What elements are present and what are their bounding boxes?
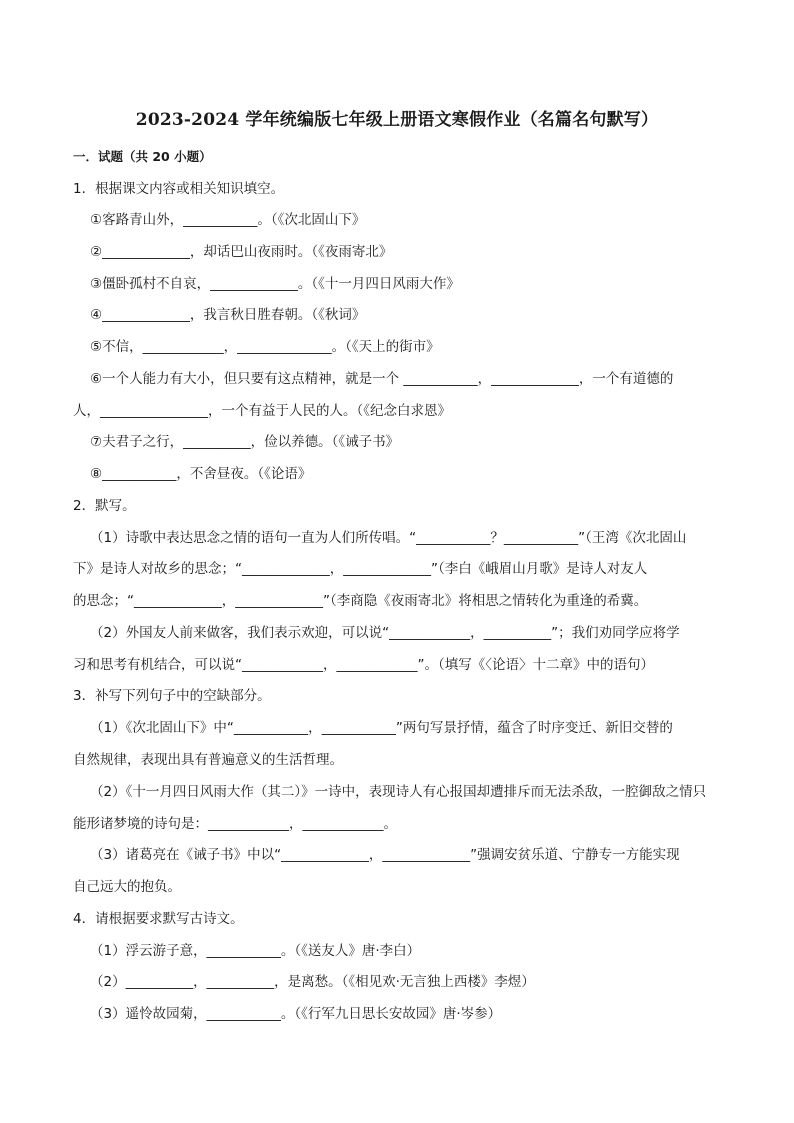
q4-part-2: （2）__________，__________，是离愁。（《相见欢·无言独上西楼》李煜） [90,974,535,990]
q3-part-2-cont: 能形诸梦境的诗句是：____________，____________。 [73,816,397,832]
question-4-prompt: 4．请根据要求默写古诗文。 [73,911,244,927]
q1-item-1: ①客路青山外，___________。（《次北固山下》 [90,212,366,228]
q1-item-3: ③僵卧孤村不自哀，_____________。（《十一月四日风雨大作》 [90,276,460,292]
q1-item-5: ⑤不信，____________，______________。（《天上的街市》 [90,339,440,355]
q1-item-6-cont: 人，________________，一个有益于人民的人。（《纪念白求恩》 [73,403,451,419]
q2-part-1-cont-2: 的思念；“_____________，_____________”（李商隐《夜雨寄北》将相思之情转化为重逢的希冀。 [73,593,648,609]
q1-item-2: ②_____________，却话巴山夜雨时。（《夜雨寄北》 [90,244,393,260]
q2-part-1-cont-1: 下》是诗人对故乡的思念；“_____________，_____________”（李白《峨眉山月歌》是诗人对友人 [73,561,648,577]
question-2-prompt: 2．默写。 [73,498,136,514]
q1-item-6: ⑥一个人能力有大小，但只要有这点精神，就是一个 ___________，_____________，一个有道德的 [90,371,674,387]
question-1-prompt: 1．根据课文内容或相关知识填空。 [73,181,285,197]
q3-part-2: （2）《十一月四日风雨大作（其二）》一诗中，表现诗人有心报国却遭排斥而无法杀敌，一腔御敌之情只 [90,784,707,800]
q2-part-2-cont: 习和思考有机结合，可以说“____________，____________”。（填写《〈论语〉十二章》中的语句） [73,657,654,673]
q2-part-2: （2）外国友人前来做客，我们表示欢迎，可以说“____________，__________”；我们劝同学应将学 [90,625,680,641]
q3-part-1: （1）《次北固山下》中“___________，___________”两句写景抒情，蕴含了时序变迁、新旧交替的 [90,720,673,736]
q4-part-1: （1）浮云游子意，___________。（《送友人》唐·李白） [90,943,421,959]
q1-item-8: ⑧___________，不舍昼夜。（《论语》 [90,466,312,482]
q3-part-3: （3）诸葛亮在《诫子书》中以“_____________，_____________”强调安贫乐道、宁静专一方能实现 [90,847,680,863]
section-heading: 一．试题（共 20 小题） [73,149,212,164]
q2-part-1: （1）诗歌中表达思念之情的语句一直为人们所传唱。“___________？___________”（王湾《次北固山 [90,530,687,546]
page-title: 2023-2024 学年统编版七年级上册语文寒假作业（名篇名句默写） [135,110,659,130]
q1-item-7: ⑦夫君子之行，__________，俭以养德。（《诫子书》 [90,434,400,450]
q4-part-3: （3）遥怜故园菊，___________。（《行军九日思长安故园》唐·岑参） [90,1006,502,1022]
q1-item-4: ④_____________，我言秋日胜春朝。（《秋词》 [90,307,366,323]
question-3-prompt: 3．补写下列句子中的空缺部分。 [73,688,271,704]
q3-part-3-cont: 自己远大的抱负。 [73,879,181,895]
q3-part-1-cont: 自然规律，表现出具有普遍意义的生活哲理。 [73,752,343,768]
